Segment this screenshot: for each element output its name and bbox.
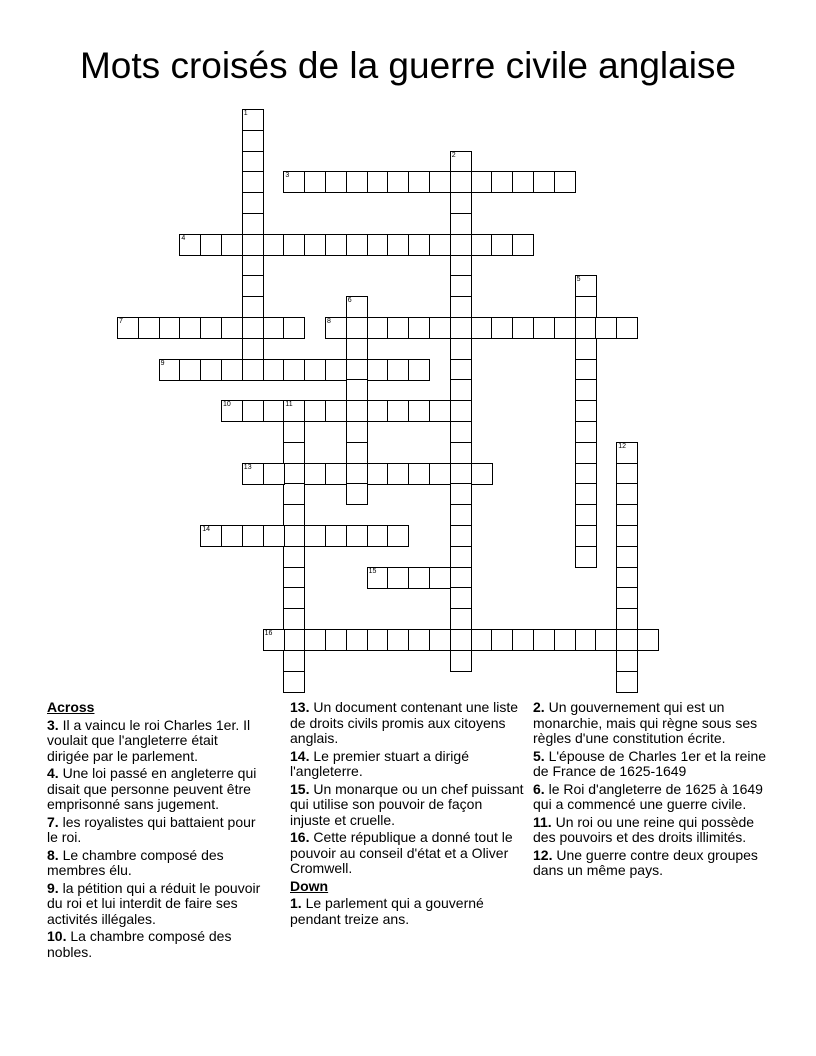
grid-cell[interactable] <box>367 629 389 651</box>
grid-cell[interactable] <box>200 525 222 547</box>
grid-cell[interactable] <box>471 317 493 339</box>
grid-cell[interactable] <box>221 317 243 339</box>
clue <box>533 815 768 846</box>
grid-cell[interactable] <box>408 359 430 381</box>
grid-cell[interactable] <box>346 421 368 443</box>
grid-cell[interactable] <box>408 171 430 193</box>
grid-cell[interactable] <box>283 400 305 422</box>
grid-cell[interactable] <box>263 234 285 256</box>
grid-cell[interactable] <box>283 421 305 443</box>
grid-cell[interactable] <box>117 317 139 339</box>
grid-cell[interactable] <box>346 629 368 651</box>
grid-cell[interactable] <box>283 525 305 547</box>
grid-cell[interactable] <box>263 629 285 651</box>
clue-number: 8 <box>327 318 331 325</box>
down-header: Down <box>290 877 329 894</box>
clue <box>47 815 262 846</box>
clue <box>290 896 525 927</box>
grid-cell[interactable] <box>283 234 305 256</box>
grid-cell[interactable] <box>221 234 243 256</box>
clue <box>533 749 768 780</box>
clue-text: la pétition qui a réduit le pouvoir du roi et lui interdit de faire ses activités illégales. <box>47 879 261 927</box>
grid-cell[interactable] <box>575 442 597 464</box>
grid-cell[interactable] <box>491 629 513 651</box>
grid-cell[interactable] <box>242 317 264 339</box>
grid-cell[interactable] <box>367 463 389 485</box>
clue-number: 15. <box>290 780 310 797</box>
grid-cell[interactable] <box>450 379 472 401</box>
grid-cell[interactable] <box>242 525 264 547</box>
grid-cell[interactable] <box>221 359 243 381</box>
clue-text: Un monarque ou un chef puissant qui utilise son pouvoir de façon injuste et cruelle. <box>290 780 524 828</box>
grid-cell[interactable] <box>242 130 264 152</box>
grid-cell[interactable] <box>616 608 638 630</box>
clue-number: 15 <box>368 567 377 575</box>
clues-column-1 <box>47 700 262 962</box>
grid-cell[interactable] <box>408 567 430 589</box>
grid-cell[interactable] <box>575 400 597 422</box>
grid-cell[interactable] <box>450 567 472 589</box>
grid-cell[interactable] <box>450 255 472 277</box>
clue-number: 5 <box>576 276 581 284</box>
clue-text: Le chambre composé des membres élu. <box>47 846 224 878</box>
grid-cell[interactable] <box>575 317 597 339</box>
grid-cell[interactable] <box>471 463 493 485</box>
grid-cell[interactable] <box>346 171 368 193</box>
grid-cell[interactable] <box>554 317 576 339</box>
grid-cell[interactable] <box>491 234 513 256</box>
clue-number: 3 <box>285 172 290 180</box>
grid-cell[interactable] <box>616 483 638 505</box>
grid-cell[interactable] <box>575 275 597 297</box>
clues-column-3 <box>533 700 768 881</box>
grid-cell[interactable] <box>346 359 368 381</box>
grid-cell[interactable] <box>637 629 659 651</box>
grid-cell[interactable] <box>263 525 285 547</box>
clue-number: 13 <box>243 463 252 471</box>
grid-cell[interactable] <box>242 400 264 422</box>
grid-cell[interactable] <box>200 234 222 256</box>
grid-cell[interactable] <box>346 483 368 505</box>
grid-cell[interactable] <box>179 359 201 381</box>
grid-cell[interactable] <box>283 629 305 651</box>
clue-text: La chambre composé des nobles. <box>47 928 232 960</box>
grid-cell[interactable] <box>450 296 472 318</box>
grid-cell[interactable] <box>575 296 597 318</box>
clue-number: 12 <box>618 442 626 450</box>
grid-cell[interactable] <box>450 650 472 672</box>
grid-cell[interactable] <box>138 317 160 339</box>
grid-cell[interactable] <box>346 234 368 256</box>
grid-cell[interactable] <box>450 192 472 214</box>
grid-cell[interactable] <box>450 234 472 256</box>
clue-number: 2. <box>533 699 545 715</box>
grid-cell[interactable] <box>283 546 305 568</box>
clue <box>47 881 262 928</box>
grid-cell[interactable] <box>387 629 409 651</box>
clue-number: 11. <box>533 813 552 830</box>
grid-cell[interactable] <box>429 567 451 589</box>
grid-cell[interactable] <box>242 213 264 235</box>
grid-cell[interactable] <box>242 109 264 131</box>
grid-cell[interactable] <box>429 463 451 485</box>
clue-number: 1 <box>243 110 248 117</box>
grid-cell[interactable] <box>283 171 305 193</box>
clue-text: Cette république a donné tout le pouvoir au conseil d'état et a Oliver Cromwell. <box>290 829 513 876</box>
grid-cell[interactable] <box>616 671 638 693</box>
grid-cell[interactable] <box>346 400 368 422</box>
grid-cell[interactable] <box>450 463 472 485</box>
clue-number: 11 <box>285 401 293 409</box>
grid-cell[interactable] <box>429 400 451 422</box>
grid-cell[interactable] <box>408 463 430 485</box>
grid-cell[interactable] <box>283 359 305 381</box>
grid-cell[interactable] <box>533 171 555 193</box>
grid-cell[interactable] <box>304 525 326 547</box>
clue-number: 16 <box>264 630 273 637</box>
clue-number: 14. <box>290 747 310 764</box>
grid-cell[interactable] <box>575 379 597 401</box>
clue-text: Un gouvernement qui est un monarchie, mais qui règne sous ses règles d'une constitution écrite. <box>533 699 758 746</box>
grid-cell[interactable] <box>242 338 264 360</box>
clue <box>47 929 262 960</box>
grid-cell[interactable] <box>616 567 638 589</box>
grid-cell[interactable] <box>346 442 368 464</box>
grid-cell[interactable] <box>283 442 305 464</box>
grid-cell[interactable] <box>367 171 389 193</box>
clue-text: Une guerre contre deux groupes dans un même pays. <box>533 846 758 878</box>
grid-cell[interactable] <box>200 317 222 339</box>
grid-cell[interactable] <box>616 650 638 672</box>
grid-cell[interactable] <box>263 359 285 381</box>
clue-number: 14 <box>202 526 210 533</box>
grid-cell[interactable] <box>346 379 368 401</box>
clue-number: 4 <box>181 234 186 242</box>
grid-cell[interactable] <box>450 421 472 443</box>
grid-cell[interactable] <box>325 234 347 256</box>
grid-cell[interactable] <box>616 504 638 526</box>
grid-cell[interactable] <box>325 400 347 422</box>
grid-cell[interactable] <box>450 317 472 339</box>
grid-cell[interactable] <box>554 629 576 651</box>
grid-cell[interactable] <box>263 400 285 422</box>
grid-cell[interactable] <box>325 317 347 339</box>
grid-cell[interactable] <box>450 171 472 193</box>
clue-number: 10 <box>223 401 231 409</box>
grid-cell[interactable] <box>387 234 409 256</box>
grid-cell[interactable] <box>575 338 597 360</box>
grid-cell[interactable] <box>471 629 493 651</box>
grid-cell[interactable] <box>387 463 409 485</box>
grid-cell[interactable] <box>533 317 555 339</box>
grid-cell[interactable] <box>575 504 597 526</box>
clue-number: 13. <box>290 699 310 715</box>
grid-cell[interactable] <box>242 296 264 318</box>
grid-cell[interactable] <box>471 234 493 256</box>
grid-cell[interactable] <box>283 463 305 485</box>
clue-number: 8. <box>47 846 59 863</box>
grid-cell[interactable] <box>575 359 597 381</box>
clue <box>290 700 525 747</box>
grid-cell[interactable] <box>179 317 201 339</box>
grid-cell[interactable] <box>554 171 576 193</box>
grid-cell[interactable] <box>616 587 638 609</box>
grid-cell[interactable] <box>595 317 617 339</box>
grid-cell[interactable] <box>304 629 326 651</box>
grid-cell[interactable] <box>491 171 513 193</box>
grid-cell[interactable] <box>575 629 597 651</box>
grid-cell[interactable] <box>242 151 264 173</box>
clue-number: 9. <box>47 879 59 896</box>
grid-cell[interactable] <box>387 400 409 422</box>
grid-cell[interactable] <box>283 504 305 526</box>
grid-cell[interactable] <box>450 483 472 505</box>
grid-cell[interactable] <box>242 171 264 193</box>
clue <box>533 700 768 747</box>
grid-cell[interactable] <box>387 567 409 589</box>
grid-cell[interactable] <box>450 213 472 235</box>
clue-number: 2 <box>451 151 456 159</box>
grid-cell[interactable] <box>450 400 472 422</box>
clues-column-2 <box>290 700 525 929</box>
grid-cell[interactable] <box>346 338 368 360</box>
grid-cell[interactable] <box>450 504 472 526</box>
grid-cell[interactable] <box>408 234 430 256</box>
grid-cell[interactable] <box>387 525 409 547</box>
grid-cell[interactable] <box>263 317 285 339</box>
across-header: Across <box>47 699 95 715</box>
grid-cell[interactable] <box>616 629 638 651</box>
clue <box>47 766 262 813</box>
grid-cell[interactable] <box>429 629 451 651</box>
grid-cell[interactable] <box>387 317 409 339</box>
grid-cell[interactable] <box>387 171 409 193</box>
grid-cell[interactable] <box>283 587 305 609</box>
grid-cell[interactable] <box>346 317 368 339</box>
grid-cell[interactable] <box>450 338 472 360</box>
grid-cell[interactable] <box>283 650 305 672</box>
clue-text: Il a vaincu le roi Charles 1er. Il voulait que l'angleterre était dirigée par le parlement. <box>47 716 251 764</box>
grid-cell[interactable] <box>242 192 264 214</box>
grid-cell[interactable] <box>242 275 264 297</box>
grid-cell[interactable] <box>179 234 201 256</box>
grid-cell[interactable] <box>283 317 305 339</box>
clue-number: 7 <box>119 318 123 325</box>
clue <box>290 830 525 877</box>
grid-cell[interactable] <box>242 234 264 256</box>
clue-number: 7. <box>47 813 59 830</box>
clue-text: Une loi passé en angleterre qui disait que personne peuvent être emprisonné sans jugement. <box>47 765 257 812</box>
grid-cell[interactable] <box>450 587 472 609</box>
grid-cell[interactable] <box>616 525 638 547</box>
grid-cell[interactable] <box>325 171 347 193</box>
grid-cell[interactable] <box>491 317 513 339</box>
grid-cell[interactable] <box>512 171 534 193</box>
grid-cell[interactable] <box>159 317 181 339</box>
grid-cell[interactable] <box>283 567 305 589</box>
grid-cell[interactable] <box>429 234 451 256</box>
grid-cell[interactable] <box>595 629 617 651</box>
grid-cell[interactable] <box>346 296 368 318</box>
grid-cell[interactable] <box>408 317 430 339</box>
clue <box>533 782 768 813</box>
page-title: Mots croisés de la guerre civile anglaise <box>79 45 737 86</box>
grid-cell[interactable] <box>159 359 181 381</box>
grid-cell[interactable] <box>325 629 347 651</box>
grid-cell[interactable] <box>304 171 326 193</box>
grid-cell[interactable] <box>346 525 368 547</box>
grid-cell[interactable] <box>221 525 243 547</box>
grid-cell[interactable] <box>575 463 597 485</box>
grid-cell[interactable] <box>304 463 326 485</box>
clue <box>290 782 525 829</box>
clue-text: L'épouse de Charles 1er et la reine de France de 1625-1649 <box>533 747 767 779</box>
grid-cell[interactable] <box>408 629 430 651</box>
clue-number: 6 <box>347 297 352 305</box>
grid-cell[interactable] <box>304 234 326 256</box>
grid-cell[interactable] <box>512 317 534 339</box>
grid-cell[interactable] <box>450 608 472 630</box>
clue-text: les royalistes qui battaient pour le roi. <box>47 813 256 845</box>
grid-cell[interactable] <box>325 525 347 547</box>
grid-cell[interactable] <box>367 359 389 381</box>
grid-cell[interactable] <box>325 463 347 485</box>
grid-cell[interactable] <box>450 525 472 547</box>
grid-cell[interactable] <box>616 546 638 568</box>
grid-cell[interactable] <box>533 629 555 651</box>
clue <box>47 718 262 765</box>
grid-cell[interactable] <box>367 234 389 256</box>
grid-cell[interactable] <box>367 567 389 589</box>
grid-cell[interactable] <box>263 463 285 485</box>
grid-cell[interactable] <box>450 275 472 297</box>
grid-cell[interactable] <box>575 483 597 505</box>
grid-cell[interactable] <box>512 629 534 651</box>
grid-cell[interactable] <box>367 317 389 339</box>
grid-cell[interactable] <box>242 359 264 381</box>
clue <box>47 848 262 879</box>
clue <box>290 749 525 780</box>
grid-cell[interactable] <box>450 359 472 381</box>
grid-cell[interactable] <box>367 400 389 422</box>
grid-cell[interactable] <box>304 359 326 381</box>
clue-number: 16. <box>290 829 310 845</box>
grid-cell[interactable] <box>450 151 472 173</box>
grid-cell[interactable] <box>387 359 409 381</box>
grid-cell[interactable] <box>221 400 243 422</box>
grid-cell[interactable] <box>408 400 430 422</box>
grid-cell[interactable] <box>429 317 451 339</box>
grid-cell[interactable] <box>242 463 264 485</box>
grid-cell[interactable] <box>429 171 451 193</box>
grid-cell[interactable] <box>367 525 389 547</box>
clue-text: Le premier stuart a dirigé l'angleterre. <box>290 747 469 779</box>
grid-cell[interactable] <box>283 483 305 505</box>
clue-number: 6. <box>533 780 545 797</box>
grid-cell[interactable] <box>471 171 493 193</box>
grid-cell[interactable] <box>283 671 305 693</box>
clue-text: Un document contenant une liste de droits civils promis aux citoyens anglais. <box>290 699 519 746</box>
clue-number: 5. <box>533 747 545 764</box>
grid-cell[interactable] <box>575 546 597 568</box>
clue-number: 3. <box>47 716 59 733</box>
grid-cell[interactable] <box>575 525 597 547</box>
grid-cell[interactable] <box>575 421 597 443</box>
clue-text: Un roi ou une reine qui possède des pouvoirs et des droits illimités. <box>533 813 755 845</box>
grid-cell[interactable] <box>616 317 638 339</box>
clue-number: 10. <box>47 928 67 944</box>
grid-cell[interactable] <box>242 255 264 277</box>
grid-cell[interactable] <box>616 442 638 464</box>
clue-text: le Roi d'angleterre de 1625 à 1649 qui a commencé une guerre civile. <box>533 780 763 812</box>
grid-cell[interactable] <box>325 359 347 381</box>
clue-number: 9 <box>160 359 165 367</box>
grid-cell[interactable] <box>450 546 472 568</box>
grid-cell[interactable] <box>200 359 222 381</box>
grid-cell[interactable] <box>346 463 368 485</box>
grid-cell[interactable] <box>304 400 326 422</box>
clue-number: 4. <box>47 765 59 781</box>
grid-cell[interactable] <box>616 463 638 485</box>
grid-cell[interactable] <box>512 234 534 256</box>
grid-cell[interactable] <box>283 608 305 630</box>
clue-number: 12. <box>533 846 553 863</box>
grid-cell[interactable] <box>450 442 472 464</box>
grid-cell[interactable] <box>450 629 472 651</box>
clue <box>533 848 768 879</box>
clue-text: Le parlement qui a gouverné pendant treize ans. <box>290 895 484 927</box>
clue-number: 1. <box>290 895 302 911</box>
